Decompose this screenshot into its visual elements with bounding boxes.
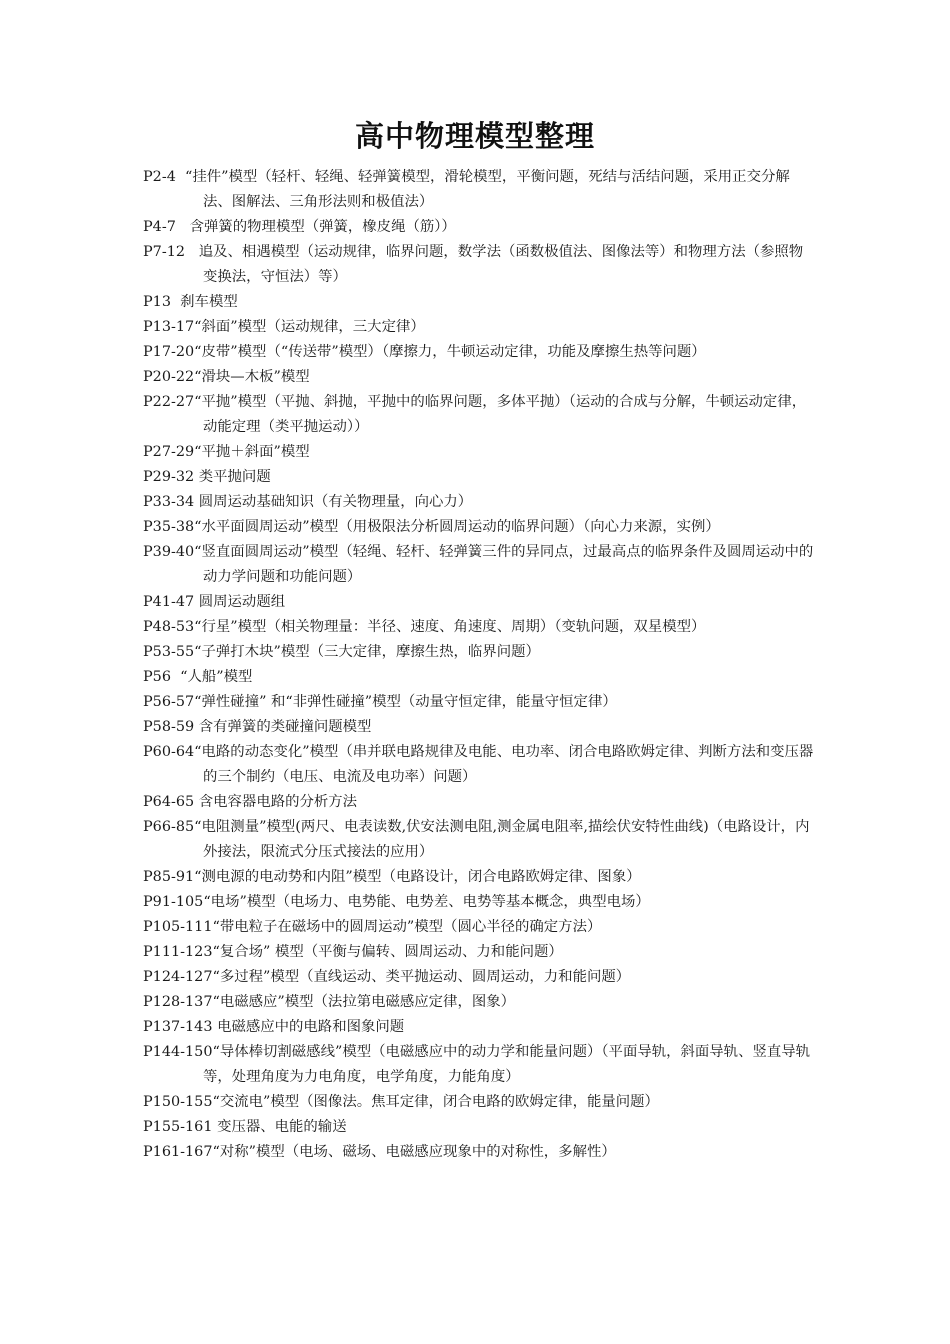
toc-topic: “子弹打木块”模型（三大定律，摩擦生热，临界问题） <box>194 644 540 660</box>
toc-entry <box>143 915 815 940</box>
toc-topic: 类平抛问题 <box>198 469 271 485</box>
toc-entry <box>143 965 815 990</box>
toc-page-range: P56 <box>143 669 171 685</box>
toc-entry <box>143 290 815 315</box>
toc-topic: “复合场” 模型（平衡与偏转、圆周运动、力和能问题） <box>212 944 563 960</box>
toc-topic: 刹车模型 <box>180 294 238 310</box>
toc-entry <box>143 440 815 465</box>
toc-topic: “电路的动态变化”模型（串并联电路规律及电能、电功率、闭合电路欧姆定律、判断方法和变压器的三个制约（电压、电流及电功率）问题） <box>194 744 814 785</box>
toc-entry <box>143 490 815 515</box>
toc-entry <box>143 1015 815 1040</box>
toc-entry <box>143 365 815 390</box>
toc-entry <box>143 465 815 490</box>
toc-topic: 含弹簧的物理模型（弹簧，橡皮绳（筋）） <box>189 219 456 235</box>
toc-separator <box>176 169 185 185</box>
toc-entry <box>143 540 815 590</box>
toc-page-range: P13 <box>143 294 171 310</box>
toc-topic: “电磁感应”模型（法拉第电磁感应定律，图象） <box>212 994 516 1010</box>
toc-topic: “皮带”模型（“传送带”模型）（摩擦力，牛顿运动定律，功能及摩擦生热等问题） <box>194 344 706 360</box>
toc-page-range: P39-40 <box>143 544 195 560</box>
document-title: 高中物理模型整理 <box>354 119 595 153</box>
toc-page-range: P150-155 <box>143 1094 213 1110</box>
toc-topic: “交流电”模型（图像法。焦耳定律，闭合电路的欧姆定律，能量问题） <box>212 1094 659 1110</box>
toc-topic: “电阻测量”模型(两尺、电表读数,伏安法测电阻,测金属电阻率,描绘伏安特性曲线)（电路设计，内外接法，限流式分压式接法的应用） <box>194 819 810 860</box>
toc-topic: “滑块—木板”模型 <box>194 369 310 385</box>
toc-entry <box>143 890 815 915</box>
toc-topic: “竖直面圆周运动”模型（轻绳、轻杆、轻弹簧三件的异同点，过最高点的临界条件及圆周运动中的动力学问题和功能问题） <box>194 544 814 585</box>
toc-entry <box>143 690 815 715</box>
toc-page-range: P17-20 <box>143 344 195 360</box>
toc-page-range: P35-38 <box>143 519 195 535</box>
toc-page-range: P105-111 <box>143 919 213 935</box>
toc-entry <box>143 315 815 340</box>
toc-topic: “多过程”模型（直线运动、类平抛运动、圆周运动，力和能问题） <box>212 969 631 985</box>
toc-topic: “人船”模型 <box>180 669 253 685</box>
toc-page-range: P2-4 <box>143 169 176 185</box>
toc-topic: 圆周运动基础知识（有关物理量，向心力） <box>198 494 473 510</box>
toc-page-range: P33-34 <box>143 494 195 510</box>
toc-topic: “对称”模型（电场、磁场、电磁感应现象中的对称性，多解性） <box>212 1144 616 1160</box>
toc-entry <box>143 165 815 215</box>
toc-page-range: P64-65 <box>143 794 195 810</box>
toc-entry <box>143 665 815 690</box>
toc-entry <box>143 990 815 1015</box>
toc-entry <box>143 215 815 240</box>
toc-entry <box>143 1140 815 1165</box>
toc-page-range: P7-12 <box>143 244 186 260</box>
toc-separator <box>185 244 199 260</box>
toc-topic: 含电容器电路的分析方法 <box>198 794 358 810</box>
toc-page-range: P48-53 <box>143 619 195 635</box>
toc-topic: 变压器、电能的输送 <box>217 1119 347 1135</box>
toc-topic: 含有弹簧的类碰撞问题模型 <box>198 719 372 735</box>
toc-topic: “行星”模型（相关物理量：半径、速度、角速度、周期）（变轨问题，双星模型） <box>194 619 706 635</box>
toc-entry <box>143 790 815 815</box>
toc-page-range: P144-150 <box>143 1044 213 1060</box>
toc-entry <box>143 515 815 540</box>
toc-entry <box>143 240 815 290</box>
toc-page-range: P27-29 <box>143 444 195 460</box>
toc-page-range: P66-85 <box>143 819 195 835</box>
toc-page-range: P29-32 <box>143 469 195 485</box>
toc-entry <box>143 715 815 740</box>
toc-entry <box>143 940 815 965</box>
toc-entry <box>143 815 815 865</box>
toc-page-range: P111-123 <box>143 944 213 960</box>
toc-page-range: P20-22 <box>143 369 195 385</box>
toc-topic: 电磁感应中的电路和图象问题 <box>217 1019 405 1035</box>
toc-entry <box>143 615 815 640</box>
toc-page-range: P91-105 <box>143 894 204 910</box>
toc-page-range: P41-47 <box>143 594 195 610</box>
toc-topic: 追及、相遇模型（运动规律，临界问题，数学法（函数极值法、图像法等）和物理方法（参照物变换法，守恒法）等） <box>198 244 804 285</box>
toc-page-range: P53-55 <box>143 644 195 660</box>
toc-separator <box>171 669 180 685</box>
toc-entry <box>143 865 815 890</box>
toc-page-range: P161-167 <box>143 1144 213 1160</box>
toc-page-range: P56-57 <box>143 694 195 710</box>
toc-topic: “水平面圆周运动”模型（用极限法分析圆周运动的临界问题）（向心力来源，实例） <box>194 519 720 535</box>
toc-entry <box>143 740 815 790</box>
toc-page-range: P60-64 <box>143 744 195 760</box>
toc-topic: “电场”模型（电场力、电势能、电势差、电势等基本概念，典型电场） <box>203 894 650 910</box>
toc-topic: “导体棒切割磁感线”模型（电磁感应中的动力学和能量问题）（平面导轨，斜面导轨、竖直导轨等，处理角度为力电角度，电学角度，力能角度） <box>203 1044 811 1085</box>
toc-topic: “测电源的电动势和内阻”模型（电路设计，闭合电路欧姆定律、图象） <box>194 869 641 885</box>
table-of-contents <box>143 165 815 1165</box>
toc-entry <box>143 1090 815 1115</box>
toc-entry <box>143 1115 815 1140</box>
toc-page-range: P4-7 <box>143 219 176 235</box>
toc-topic: “平抛”模型（平抛、斜抛，平抛中的临界问题，多体平抛）（运动的合成与分解，牛顿运动定律，动能定理（类平抛运动）） <box>194 394 807 435</box>
toc-topic: “带电粒子在磁场中的圆周运动”模型（圆心半径的确定方法） <box>212 919 602 935</box>
toc-page-range: P13-17 <box>143 319 195 335</box>
toc-page-range: P22-27 <box>143 394 195 410</box>
toc-topic: “弹性碰撞” 和“非弹性碰撞”模型（动量守恒定律，能量守恒定律） <box>194 694 617 710</box>
toc-entry <box>143 1040 815 1090</box>
toc-topic: “平抛＋斜面”模型 <box>194 444 310 460</box>
toc-entry <box>143 590 815 615</box>
toc-page-range: P128-137 <box>143 994 213 1010</box>
toc-topic: “挂件”模型（轻杆、轻绳、轻弹簧模型，滑轮模型，平衡问题，死结与活结问题，采用正交分解法、图解法、三角形法则和极值法） <box>185 169 790 210</box>
toc-page-range: P58-59 <box>143 719 195 735</box>
toc-page-range: P124-127 <box>143 969 213 985</box>
toc-page-range: P155-161 <box>143 1119 213 1135</box>
toc-separator <box>171 294 180 310</box>
toc-separator <box>176 219 190 235</box>
toc-entry <box>143 640 815 665</box>
toc-page-range: P85-91 <box>143 869 195 885</box>
toc-topic: “斜面”模型（运动规律，三大定律） <box>194 319 425 335</box>
toc-page-range: P137-143 <box>143 1019 213 1035</box>
toc-topic: 圆周运动题组 <box>198 594 286 610</box>
toc-entry <box>143 390 815 440</box>
toc-entry <box>143 340 815 365</box>
